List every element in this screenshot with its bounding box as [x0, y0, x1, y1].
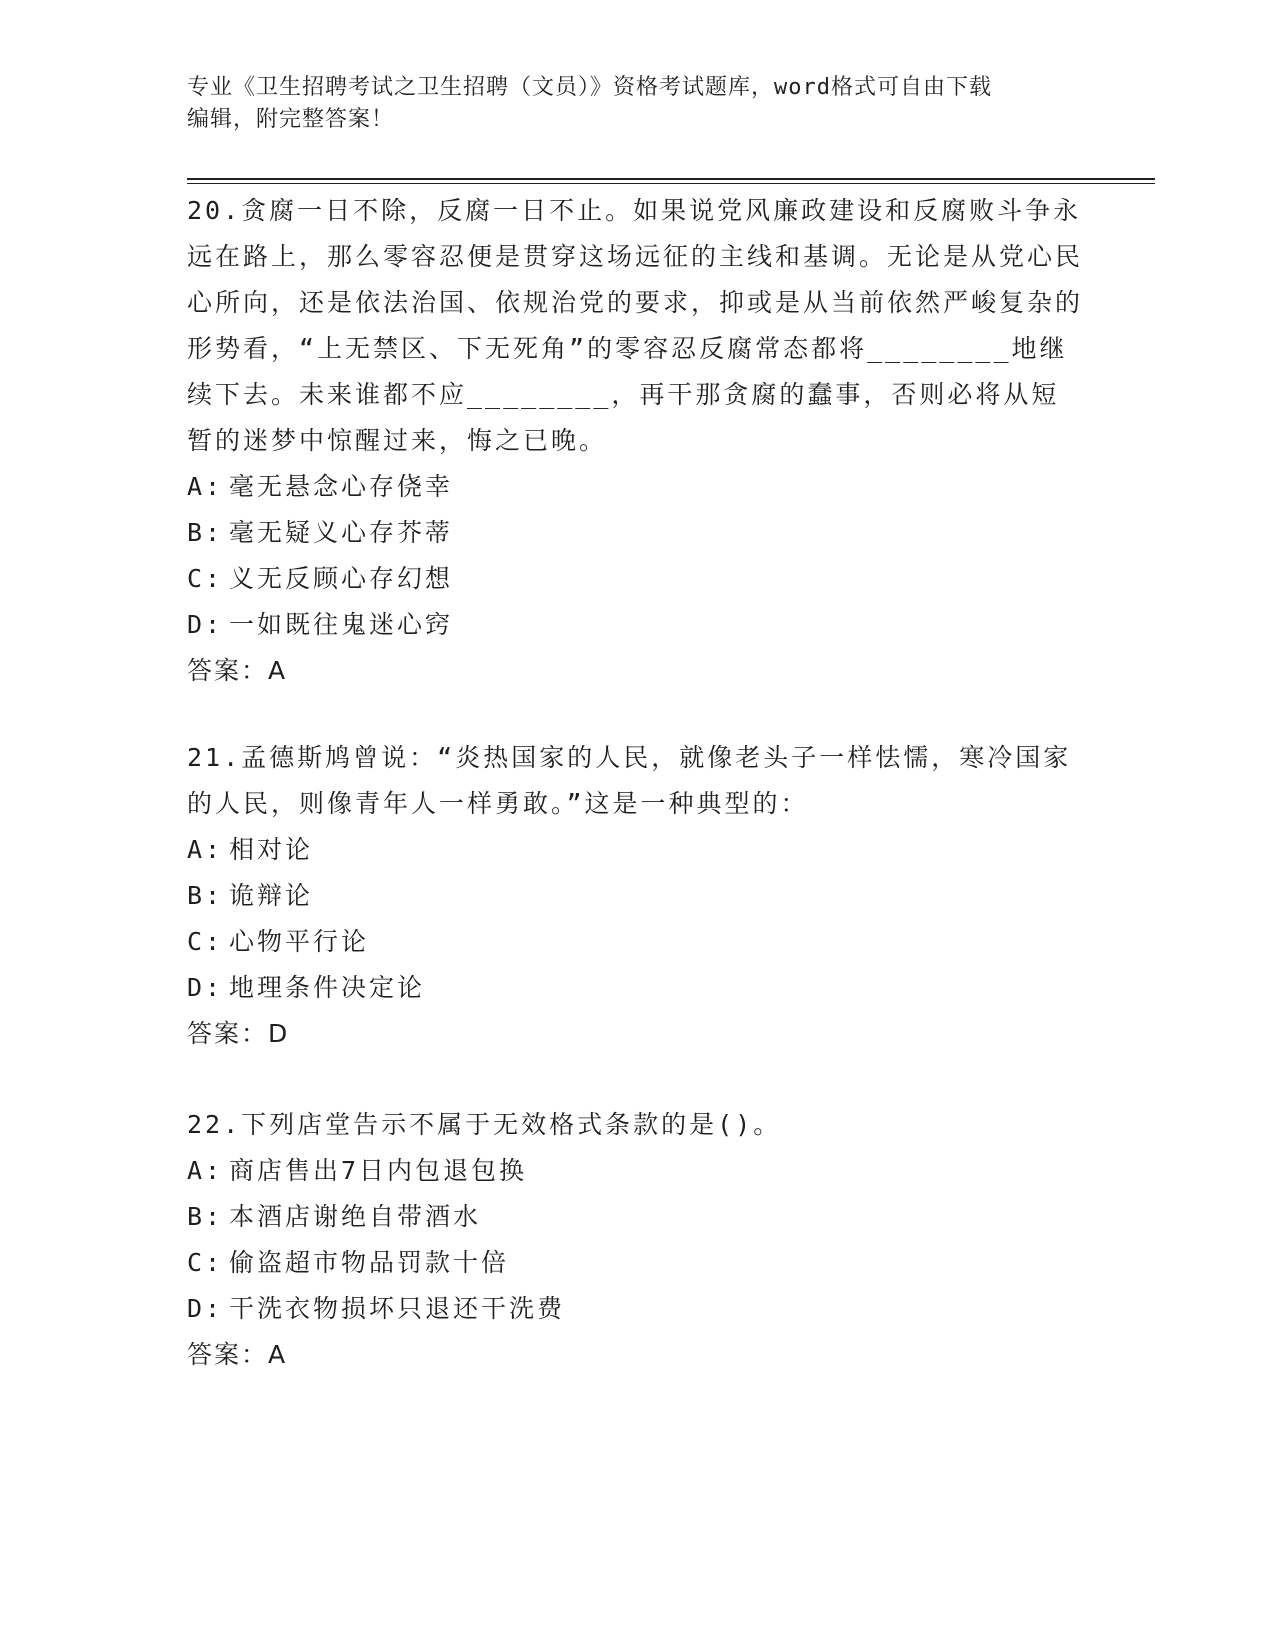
option-key: D: [187, 1294, 224, 1323]
option-key: C: [187, 1248, 224, 1277]
document-header [187, 72, 1087, 136]
header-line-2: 编辑，附完整答案！ [187, 107, 395, 132]
option-a [187, 464, 1087, 510]
option-key: B: [187, 881, 224, 910]
option-text: 心物平行论 [229, 927, 370, 956]
option-a [187, 1148, 1087, 1194]
option-text: 干洗衣物损坏只退还干洗费 [229, 1294, 566, 1323]
option-text: 商店售出7日内包退包换 [229, 1156, 528, 1185]
option-b [187, 1194, 1087, 1240]
option-b [187, 873, 1087, 919]
answer: 答案：D [187, 1019, 290, 1048]
option-text: 义无反顾心存幻想 [229, 564, 454, 593]
header-divider-thick [187, 178, 1155, 180]
option-key: A: [187, 472, 224, 501]
option-a [187, 827, 1087, 873]
option-text: 毫无悬念心存侥幸 [229, 472, 454, 501]
option-key: D: [187, 610, 224, 639]
header-line-1: 专业《卫生招聘考试之卫生招聘（文员）》资格考试题库，word格式可自由下载 [187, 75, 992, 100]
option-c [187, 919, 1087, 965]
question-20 [187, 188, 1087, 694]
option-key: C: [187, 927, 224, 956]
question-text: 21.孟德斯鸠曾说：“炎热国家的人民，就像老头子一样怯懦，寒冷国家的人民，则像青年人一样勇敢。”这是一种典型的： [187, 743, 1072, 818]
option-text: 相对论 [229, 835, 314, 864]
option-key: A: [187, 1156, 224, 1185]
option-c [187, 556, 1087, 602]
answer: 答案：A [187, 656, 288, 685]
option-text: 地理条件决定论 [229, 973, 426, 1002]
option-text: 毫无疑义心存芥蒂 [229, 518, 454, 547]
option-text: 一如既往鬼迷心窍 [229, 610, 454, 639]
option-c [187, 1240, 1087, 1286]
option-key: C: [187, 564, 224, 593]
option-key: B: [187, 518, 224, 547]
option-text: 诡辩论 [229, 881, 314, 910]
option-d [187, 965, 1087, 1011]
option-d [187, 602, 1087, 648]
question-text: 20.贪腐一日不除，反腐一日不止。如果说党风廉政建设和反腐败斗争永远在路上，那么零容忍便是贯穿这场远征的主线和基调。无论是从党心民心所向，还是依法治国、依规治党的要求，抑或是从当前依然严峻复杂的形势看，“上无禁区、下无死角”的零容忍反腐常态都将________地继续下去。未来谁都不应________，再干那贪腐的蠢事，否则必将从短暂的迷梦中惊醒过来，悔之已晚。 [187, 196, 1084, 455]
option-text: 本酒店谢绝自带酒水 [229, 1202, 482, 1231]
option-text: 偷盗超市物品罚款十倍 [229, 1248, 510, 1277]
option-key: D: [187, 973, 224, 1002]
option-d [187, 1286, 1087, 1332]
option-key: A: [187, 835, 224, 864]
question-text: 22.下列店堂告示不属于无效格式条款的是()。 [187, 1110, 782, 1139]
option-b [187, 510, 1087, 556]
question-21 [187, 735, 1087, 1057]
header-divider-thin [187, 183, 1155, 184]
question-22 [187, 1102, 1087, 1378]
option-key: B: [187, 1202, 224, 1231]
answer: 答案：A [187, 1340, 288, 1369]
